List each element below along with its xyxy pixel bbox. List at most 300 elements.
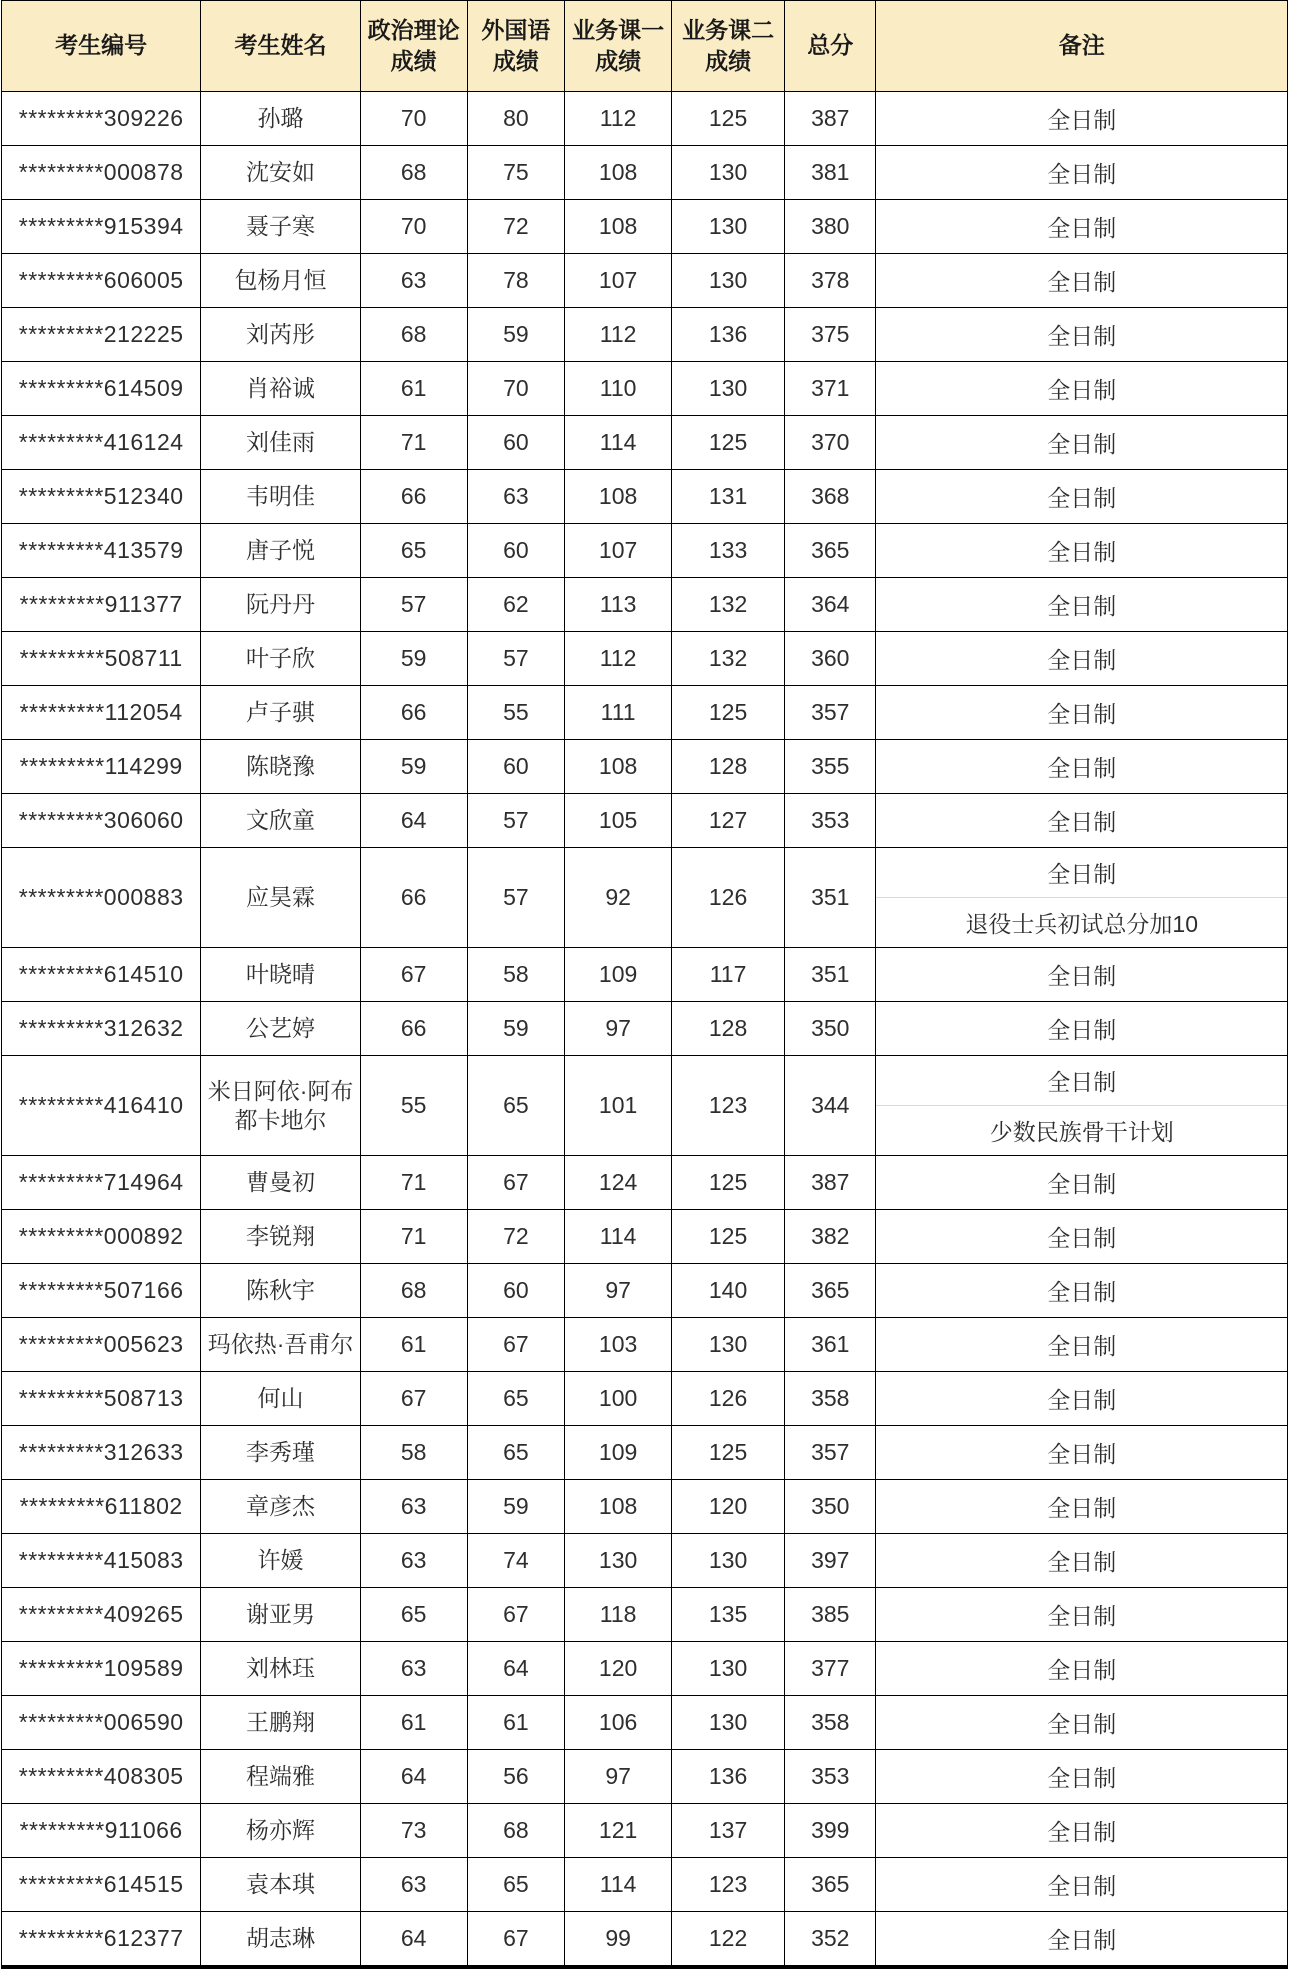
cell-foreign-score: 60 <box>467 416 565 470</box>
header-label: 政治理论 <box>367 16 460 43</box>
cell-remark <box>876 1750 1288 1804</box>
cell-candidate-name: 袁本琪 <box>201 1858 360 1912</box>
table-row <box>2 254 1288 308</box>
cell-course1-score: 114 <box>565 416 672 470</box>
remark-entry: 全日制 <box>1047 323 1117 349</box>
remark-entry: 全日制 <box>1047 269 1117 295</box>
cell-remark <box>876 1318 1288 1372</box>
cell-politics-score: 64 <box>360 794 467 848</box>
remark-wrap <box>876 688 1287 737</box>
cell-remark <box>876 1480 1288 1534</box>
cell-remark <box>876 1002 1288 1056</box>
table-row <box>2 578 1288 632</box>
cell-candidate-name: 刘林珏 <box>201 1642 360 1696</box>
cell-candidate-name: 公艺婷 <box>201 1002 360 1056</box>
remark-entry: 全日制 <box>1047 1711 1117 1737</box>
remark-entry: 全日制 <box>1047 1017 1117 1043</box>
cell-foreign-score: 64 <box>467 1642 565 1696</box>
column-header-remark <box>876 1 1288 92</box>
remark-wrap <box>876 796 1287 845</box>
cell-candidate-name: 叶晓晴 <box>201 948 360 1002</box>
remark-entry: 全日制 <box>1047 1927 1117 1953</box>
cell-candidate-name: 谢亚男 <box>201 1588 360 1642</box>
cell-foreign-score: 55 <box>467 686 565 740</box>
cell-total-score: 357 <box>785 1426 876 1480</box>
cell-course2-score: 127 <box>671 794 784 848</box>
cell-total-score: 399 <box>785 1804 876 1858</box>
cell-course2-score: 117 <box>671 948 784 1002</box>
cell-foreign-score: 60 <box>467 524 565 578</box>
remark-entry: 全日制 <box>1047 215 1117 241</box>
cell-course1-score: 92 <box>565 848 672 948</box>
cell-total-score: 353 <box>785 1750 876 1804</box>
remark-wrap <box>876 1860 1287 1909</box>
cell-candidate-id: *********508711 <box>2 632 201 686</box>
header-label: 外国语 <box>481 16 551 43</box>
cell-total-score: 351 <box>785 948 876 1002</box>
cell-course2-score: 130 <box>671 1318 784 1372</box>
cell-course1-score: 107 <box>565 524 672 578</box>
cell-politics-score: 66 <box>360 1002 467 1056</box>
remark-wrap <box>876 634 1287 683</box>
cell-foreign-score: 80 <box>467 92 565 146</box>
cell-course1-score: 108 <box>565 1480 672 1534</box>
cell-foreign-score: 57 <box>467 848 565 948</box>
cell-foreign-score: 56 <box>467 1750 565 1804</box>
cell-total-score: 361 <box>785 1318 876 1372</box>
remark-entry: 全日制 <box>1047 1657 1117 1683</box>
cell-candidate-id: *********612377 <box>2 1912 201 1968</box>
cell-course2-score: 132 <box>671 632 784 686</box>
cell-course2-score: 128 <box>671 1002 784 1056</box>
cell-candidate-id: *********714964 <box>2 1156 201 1210</box>
header-label: 考生姓名 <box>234 32 327 59</box>
cell-remark <box>876 1696 1288 1750</box>
cell-candidate-name: 应昊霖 <box>201 848 360 948</box>
cell-course1-score: 97 <box>565 1264 672 1318</box>
cell-foreign-score: 60 <box>467 740 565 794</box>
cell-remark <box>876 578 1288 632</box>
cell-candidate-id: *********911377 <box>2 578 201 632</box>
cell-total-score: 371 <box>785 362 876 416</box>
cell-total-score: 377 <box>785 1642 876 1696</box>
cell-foreign-score: 58 <box>467 948 565 1002</box>
cell-candidate-name: 程端雅 <box>201 1750 360 1804</box>
cell-candidate-id: *********416124 <box>2 416 201 470</box>
cell-remark <box>876 1534 1288 1588</box>
cell-foreign-score: 60 <box>467 1264 565 1318</box>
cell-politics-score: 66 <box>360 848 467 948</box>
cell-candidate-name: 杨亦辉 <box>201 1804 360 1858</box>
remark-entry: 全日制 <box>1047 1069 1117 1095</box>
cell-course2-score: 130 <box>671 1696 784 1750</box>
remark-wrap <box>876 526 1287 575</box>
cell-foreign-score: 67 <box>467 1156 565 1210</box>
cell-remark <box>876 1642 1288 1696</box>
cell-remark <box>876 948 1288 1002</box>
cell-course1-score: 108 <box>565 146 672 200</box>
cell-remark <box>876 632 1288 686</box>
cell-course1-score: 114 <box>565 1858 672 1912</box>
cell-foreign-score: 59 <box>467 308 565 362</box>
cell-candidate-name: 孙璐 <box>201 92 360 146</box>
cell-candidate-id: *********114299 <box>2 740 201 794</box>
cell-total-score: 351 <box>785 848 876 948</box>
cell-course1-score: 124 <box>565 1156 672 1210</box>
cell-total-score: 358 <box>785 1696 876 1750</box>
cell-candidate-id: *********000892 <box>2 1210 201 1264</box>
cell-candidate-name: 文欣童 <box>201 794 360 848</box>
cell-candidate-id: *********508713 <box>2 1372 201 1426</box>
cell-foreign-score: 65 <box>467 1858 565 1912</box>
cell-politics-score: 63 <box>360 1480 467 1534</box>
cell-politics-score: 59 <box>360 740 467 794</box>
cell-candidate-name: 刘芮彤 <box>201 308 360 362</box>
cell-total-score: 397 <box>785 1534 876 1588</box>
cell-candidate-name: 胡志琳 <box>201 1912 360 1968</box>
cell-foreign-score: 67 <box>467 1318 565 1372</box>
cell-total-score: 352 <box>785 1912 876 1968</box>
cell-candidate-id: *********312632 <box>2 1002 201 1056</box>
cell-course2-score: 125 <box>671 1426 784 1480</box>
cell-candidate-name: 陈秋宇 <box>201 1264 360 1318</box>
table-row <box>2 1318 1288 1372</box>
remark-wrap <box>876 1266 1287 1315</box>
cell-total-score: 385 <box>785 1588 876 1642</box>
table-row <box>2 470 1288 524</box>
remark-wrap <box>876 472 1287 521</box>
cell-foreign-score: 67 <box>467 1912 565 1968</box>
cell-candidate-name: 包杨月恒 <box>201 254 360 308</box>
cell-politics-score: 68 <box>360 146 467 200</box>
remark-entry: 全日制 <box>1047 1387 1117 1413</box>
remark-wrap <box>876 1752 1287 1801</box>
cell-course1-score: 99 <box>565 1912 672 1968</box>
remark-wrap <box>876 1212 1287 1261</box>
cell-politics-score: 61 <box>360 1318 467 1372</box>
cell-candidate-name: 肖裕诚 <box>201 362 360 416</box>
table-row <box>2 948 1288 1002</box>
cell-course1-score: 108 <box>565 740 672 794</box>
remark-wrap <box>876 1004 1287 1053</box>
column-header-course2-score: 业务课二 成绩 <box>671 1 784 92</box>
cell-total-score: 382 <box>785 1210 876 1264</box>
cell-foreign-score: 65 <box>467 1056 565 1156</box>
cell-foreign-score: 63 <box>467 470 565 524</box>
table-row <box>2 1696 1288 1750</box>
cell-candidate-id: *********309226 <box>2 92 201 146</box>
remark-wrap <box>876 364 1287 413</box>
remark-entry: 全日制 <box>1047 647 1117 673</box>
cell-politics-score: 71 <box>360 1156 467 1210</box>
cell-course1-score: 109 <box>565 1426 672 1480</box>
cell-course2-score: 136 <box>671 1750 784 1804</box>
cell-course2-score: 140 <box>671 1264 784 1318</box>
remark-entry: 全日制 <box>1047 1819 1117 1845</box>
table-row <box>2 1480 1288 1534</box>
cell-candidate-id: *********005623 <box>2 1318 201 1372</box>
cell-candidate-id: *********512340 <box>2 470 201 524</box>
remark-wrap <box>876 1914 1287 1963</box>
cell-remark <box>876 1588 1288 1642</box>
cell-candidate-name: 米日阿依·阿布都卡地尔 <box>201 1056 360 1156</box>
cell-course1-score: 109 <box>565 948 672 1002</box>
cell-remark <box>876 146 1288 200</box>
remark-entry: 全日制 <box>1047 755 1117 781</box>
cell-candidate-id: *********606005 <box>2 254 201 308</box>
cell-course2-score: 120 <box>671 1480 784 1534</box>
remark-wrap <box>876 1320 1287 1369</box>
cell-candidate-id: *********614509 <box>2 362 201 416</box>
cell-course2-score: 130 <box>671 1534 784 1588</box>
column-header-course1-score: 业务课一 成绩 <box>565 1 672 92</box>
cell-course2-score: 123 <box>671 1056 784 1156</box>
cell-course2-score: 136 <box>671 308 784 362</box>
cell-total-score: 357 <box>785 686 876 740</box>
cell-candidate-name: 沈安如 <box>201 146 360 200</box>
remark-wrap <box>876 418 1287 467</box>
remark-entry: 全日制 <box>1047 1279 1117 1305</box>
cell-candidate-name: 玛依热·吾甫尔 <box>201 1318 360 1372</box>
cell-candidate-id: *********409265 <box>2 1588 201 1642</box>
cell-total-score: 378 <box>785 254 876 308</box>
cell-foreign-score: 57 <box>467 794 565 848</box>
cell-candidate-name: 何山 <box>201 1372 360 1426</box>
cell-remark <box>876 1372 1288 1426</box>
table-row <box>2 1858 1288 1912</box>
cell-course2-score: 125 <box>671 1210 784 1264</box>
cell-candidate-name: 聂子寒 <box>201 200 360 254</box>
cell-politics-score: 63 <box>360 1534 467 1588</box>
table-row <box>2 1912 1288 1968</box>
table-row <box>2 1210 1288 1264</box>
cell-politics-score: 55 <box>360 1056 467 1156</box>
cell-remark <box>876 1264 1288 1318</box>
cell-course1-score: 101 <box>565 1056 672 1156</box>
cell-total-score: 344 <box>785 1056 876 1156</box>
remark-wrap <box>876 950 1287 999</box>
remark-wrap <box>876 1056 1287 1155</box>
remark-wrap <box>876 148 1287 197</box>
cell-course1-score: 112 <box>565 92 672 146</box>
cell-course1-score: 106 <box>565 1696 672 1750</box>
cell-total-score: 350 <box>785 1480 876 1534</box>
cell-candidate-id: *********416410 <box>2 1056 201 1156</box>
cell-candidate-id: *********006590 <box>2 1696 201 1750</box>
cell-remark <box>876 92 1288 146</box>
cell-course2-score: 123 <box>671 1858 784 1912</box>
cell-foreign-score: 74 <box>467 1534 565 1588</box>
cell-foreign-score: 65 <box>467 1426 565 1480</box>
remark-entry: 全日制 <box>1047 485 1117 511</box>
remark-wrap <box>876 1590 1287 1639</box>
remark-entry: 全日制 <box>1047 431 1117 457</box>
cell-politics-score: 67 <box>360 948 467 1002</box>
cell-total-score: 365 <box>785 1858 876 1912</box>
cell-politics-score: 61 <box>360 362 467 416</box>
cell-politics-score: 73 <box>360 1804 467 1858</box>
cell-course1-score: 112 <box>565 308 672 362</box>
cell-course1-score: 108 <box>565 470 672 524</box>
cell-total-score: 375 <box>785 308 876 362</box>
cell-course1-score: 110 <box>565 362 672 416</box>
remark-wrap <box>876 310 1287 359</box>
table-row <box>2 1264 1288 1318</box>
remark-wrap <box>876 94 1287 143</box>
remark-wrap <box>876 202 1287 251</box>
cell-course2-score: 135 <box>671 1588 784 1642</box>
cell-politics-score: 64 <box>360 1912 467 1968</box>
header-label: 备注 <box>1058 32 1105 59</box>
remark-entry: 全日制 <box>1047 1441 1117 1467</box>
cell-candidate-id: *********614510 <box>2 948 201 1002</box>
cell-remark <box>876 524 1288 578</box>
cell-candidate-name: 陈晓豫 <box>201 740 360 794</box>
cell-candidate-name: 卢子骐 <box>201 686 360 740</box>
cell-candidate-name: 章彦杰 <box>201 1480 360 1534</box>
cell-politics-score: 63 <box>360 1642 467 1696</box>
table-row <box>2 632 1288 686</box>
remark-wrap <box>876 1158 1287 1207</box>
cell-course1-score: 107 <box>565 254 672 308</box>
cell-course1-score: 97 <box>565 1002 672 1056</box>
cell-total-score: 381 <box>785 146 876 200</box>
cell-total-score: 358 <box>785 1372 876 1426</box>
cell-candidate-id: *********212225 <box>2 308 201 362</box>
table-row <box>2 1750 1288 1804</box>
cell-total-score: 387 <box>785 92 876 146</box>
remark-wrap <box>876 1536 1287 1585</box>
cell-candidate-id: *********413579 <box>2 524 201 578</box>
cell-remark <box>876 740 1288 794</box>
cell-politics-score: 63 <box>360 254 467 308</box>
cell-total-score: 365 <box>785 524 876 578</box>
table-row <box>2 794 1288 848</box>
cell-politics-score: 66 <box>360 470 467 524</box>
cell-politics-score: 63 <box>360 1858 467 1912</box>
cell-candidate-id: *********915394 <box>2 200 201 254</box>
remark-entry: 全日制 <box>1047 809 1117 835</box>
table-row <box>2 1426 1288 1480</box>
cell-candidate-id: *********109589 <box>2 1642 201 1696</box>
cell-candidate-id: *********507166 <box>2 1264 201 1318</box>
cell-foreign-score: 61 <box>467 1696 565 1750</box>
remark-entry: 少数民族骨干计划 <box>876 1105 1287 1155</box>
table-row <box>2 146 1288 200</box>
cell-candidate-name: 唐子悦 <box>201 524 360 578</box>
cell-foreign-score: 59 <box>467 1002 565 1056</box>
header-label: 总分 <box>807 32 854 59</box>
remark-wrap <box>876 1374 1287 1423</box>
cell-total-score: 364 <box>785 578 876 632</box>
cell-total-score: 387 <box>785 1156 876 1210</box>
remark-entry: 全日制 <box>1047 1549 1117 1575</box>
cell-remark <box>876 308 1288 362</box>
remark-entry: 全日制 <box>1047 161 1117 187</box>
cell-politics-score: 70 <box>360 200 467 254</box>
cell-candidate-name: 曹曼初 <box>201 1156 360 1210</box>
cell-foreign-score: 62 <box>467 578 565 632</box>
remark-wrap <box>876 1644 1287 1693</box>
remark-entry: 全日制 <box>1047 963 1117 989</box>
cell-total-score: 350 <box>785 1002 876 1056</box>
cell-candidate-name: 王鹏翔 <box>201 1696 360 1750</box>
cell-course1-score: 114 <box>565 1210 672 1264</box>
header-label: 业务课二 <box>682 16 775 43</box>
cell-remark <box>876 1912 1288 1968</box>
cell-course2-score: 125 <box>671 686 784 740</box>
cell-candidate-name: 刘佳雨 <box>201 416 360 470</box>
cell-total-score: 353 <box>785 794 876 848</box>
cell-foreign-score: 72 <box>467 200 565 254</box>
table-row <box>2 200 1288 254</box>
table-row <box>2 686 1288 740</box>
table-row <box>2 362 1288 416</box>
cell-course1-score: 103 <box>565 1318 672 1372</box>
cell-course1-score: 100 <box>565 1372 672 1426</box>
column-header-candidate-id <box>2 1 201 92</box>
remark-entry: 全日制 <box>1047 1603 1117 1629</box>
cell-candidate-id: *********911066 <box>2 1804 201 1858</box>
cell-course1-score: 108 <box>565 200 672 254</box>
cell-candidate-name: 韦明佳 <box>201 470 360 524</box>
cell-politics-score: 57 <box>360 578 467 632</box>
cell-course1-score: 111 <box>565 686 672 740</box>
cell-candidate-id: *********000878 <box>2 146 201 200</box>
remark-wrap <box>876 1698 1287 1747</box>
cell-candidate-name: 阮丹丹 <box>201 578 360 632</box>
cell-remark <box>876 470 1288 524</box>
cell-total-score: 370 <box>785 416 876 470</box>
cell-course2-score: 130 <box>671 254 784 308</box>
cell-candidate-name: 李秀瑾 <box>201 1426 360 1480</box>
cell-course1-score: 113 <box>565 578 672 632</box>
remark-wrap <box>876 1482 1287 1531</box>
remark-entry: 全日制 <box>1047 1333 1117 1359</box>
cell-politics-score: 64 <box>360 1750 467 1804</box>
cell-remark <box>876 200 1288 254</box>
cell-course2-score: 128 <box>671 740 784 794</box>
remark-entry: 全日制 <box>1047 1225 1117 1251</box>
table-row <box>2 308 1288 362</box>
column-header-foreign-language-score: 外国语 成绩 <box>467 1 565 92</box>
cell-course2-score: 125 <box>671 92 784 146</box>
cell-course2-score: 125 <box>671 416 784 470</box>
cell-remark <box>876 1056 1288 1156</box>
cell-course1-score: 112 <box>565 632 672 686</box>
cell-politics-score: 66 <box>360 686 467 740</box>
table-row <box>2 1804 1288 1858</box>
cell-candidate-id: *********415083 <box>2 1534 201 1588</box>
table-row <box>2 1056 1288 1156</box>
cell-remark <box>876 362 1288 416</box>
cell-foreign-score: 68 <box>467 1804 565 1858</box>
cell-course2-score: 130 <box>671 1642 784 1696</box>
cell-politics-score: 59 <box>360 632 467 686</box>
remark-entry: 全日制 <box>1047 1873 1117 1899</box>
table-row <box>2 848 1288 948</box>
cell-foreign-score: 78 <box>467 254 565 308</box>
cell-remark <box>876 254 1288 308</box>
cell-candidate-name: 许媛 <box>201 1534 360 1588</box>
remark-entry: 全日制 <box>1047 593 1117 619</box>
table-row <box>2 1156 1288 1210</box>
cell-foreign-score: 70 <box>467 362 565 416</box>
header-row <box>2 1 1288 92</box>
header-label: 考生编号 <box>55 32 148 59</box>
header-label: 业务课一 <box>572 16 665 43</box>
remark-entry: 全日制 <box>1047 701 1117 727</box>
